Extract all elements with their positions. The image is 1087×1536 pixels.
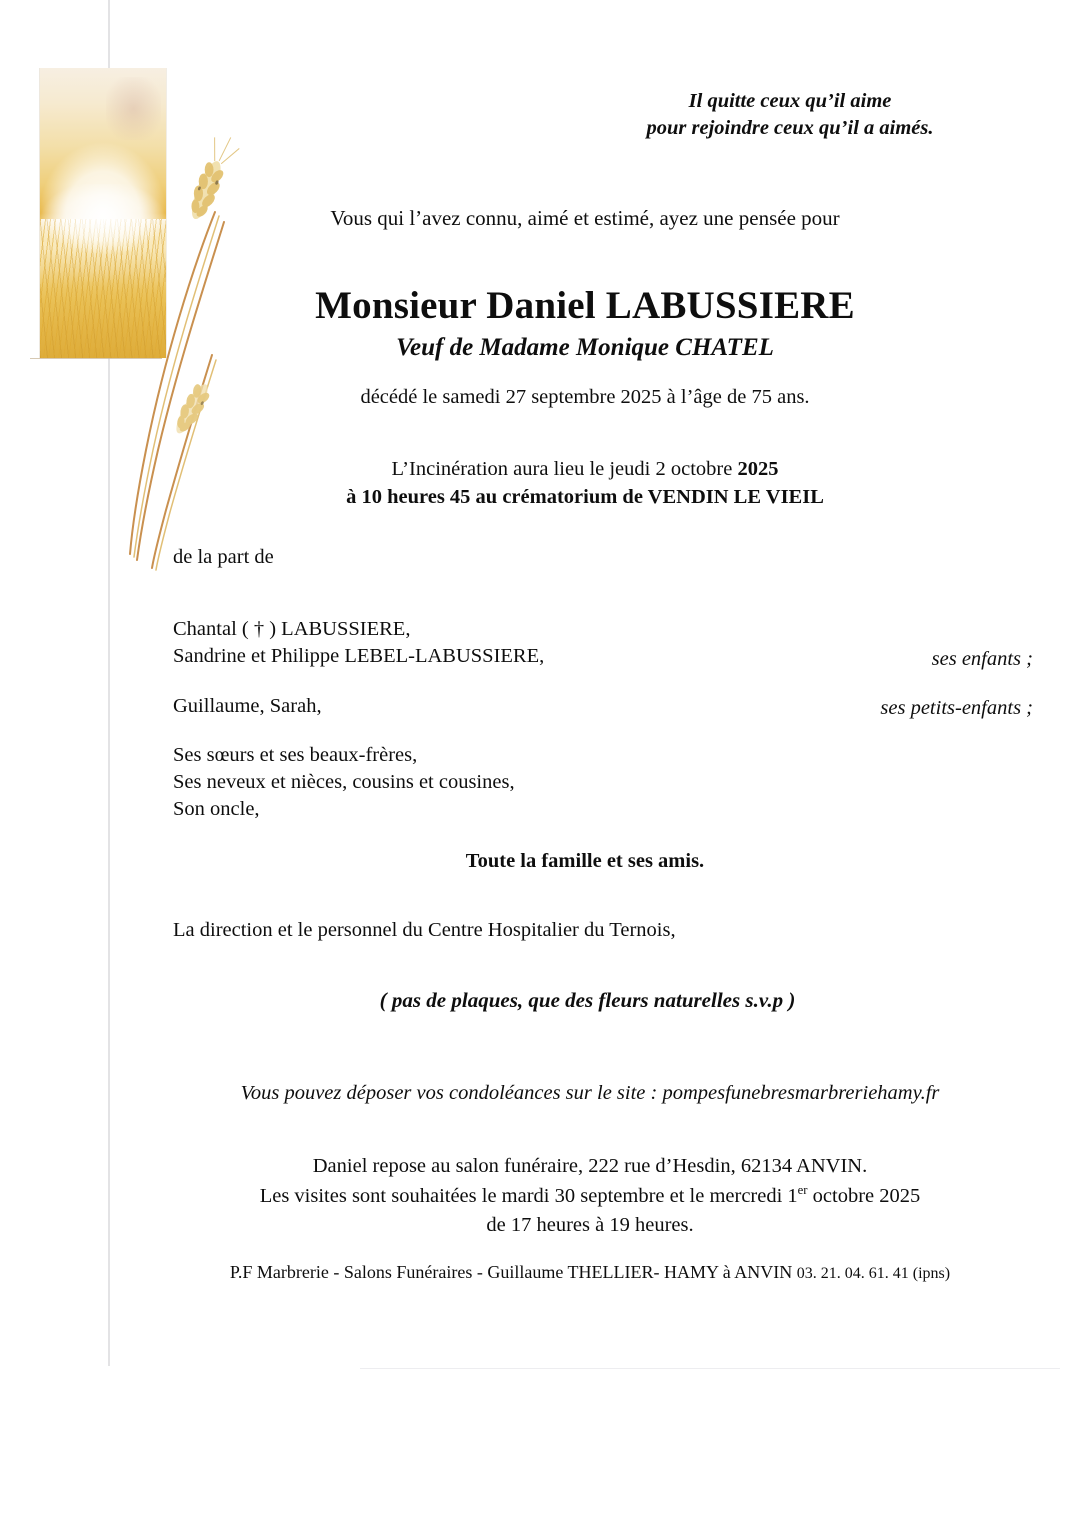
artwork-edge-left <box>39 68 40 358</box>
visits-line-2-before: Les visites sont souhaitées le mardi 30 septembre et le mercredi 1 <box>259 1184 798 1207</box>
scan-artifact-line <box>360 1368 1060 1369</box>
cloud-smudge <box>106 77 161 141</box>
all-family-line: Toute la famille et ses amis. <box>465 850 705 872</box>
deceased-name: Monsieur Daniel LABUSSIERE <box>315 284 855 327</box>
family-member-line: Chantal ( † ) LABUSSIERE, <box>173 618 411 640</box>
visits-line-3: de 17 heures à 19 heures. <box>486 1214 694 1237</box>
family-member-line: Ses neveux et nièces, cousins et cousines, <box>173 771 515 793</box>
family-group <box>173 742 1033 824</box>
death-date-line: décédé le samedi 27 septembre 2025 à l’âge de 75 ans. <box>360 386 810 408</box>
ordinal-suffix: er <box>797 1183 808 1198</box>
visits-line-1: Daniel repose au salon funéraire, 222 rue d’Hesdin, 62134 ANVIN. <box>312 1155 868 1177</box>
ceremony-line-1 <box>190 455 980 483</box>
from-label: de la part de <box>173 546 274 568</box>
family-relation-label: ses petits-enfants ; <box>880 696 1033 719</box>
epitaph-line-1: Il quitte ceux qu’il aime <box>688 90 892 112</box>
epitaph-line-2: pour rejoindre ceux qu’il a aimés. <box>646 117 934 140</box>
lead-text: Vous qui l’avez connu, aimé et estimé, ayez une pensée pour <box>330 206 840 230</box>
ceremony-year: 2025 <box>737 458 779 480</box>
ceremony-details <box>190 455 980 512</box>
family-member-line: Son oncle, <box>173 798 260 821</box>
condolences-website-line: Vous pouvez déposer vos condoléances sur le site : pompesfunebresmarbreriehamy.fr <box>240 1082 940 1104</box>
family-list <box>173 616 1033 824</box>
family-group <box>173 693 1033 720</box>
footer-phone: 03. 21. 04. 61. 41 (ipns) <box>796 1265 951 1282</box>
family-group <box>173 616 1033 671</box>
ceremony-line-1-regular: L’Incinération aura lieu le jeudi 2 octobre <box>391 458 738 480</box>
family-member-line: Guillaume, Sarah, <box>173 694 322 717</box>
deceased-spouse: Veuf de Madame Monique CHATEL <box>396 334 774 361</box>
flowers-note: ( pas de plaques, que des fleurs naturelles s.v.p ) <box>379 988 796 1012</box>
footer-company: P.F Marbrerie - Salons Funéraires - Guillaume THELLIER- HAMY à ANVIN <box>229 1262 793 1282</box>
family-member-line: Ses sœurs et ses beaux-frères, <box>173 743 418 766</box>
family-member-line: Sandrine et Philippe LEBEL-LABUSSIERE, <box>173 645 545 668</box>
epitaph <box>560 88 1020 142</box>
visits-line-2 <box>150 1181 1030 1211</box>
visits-line-2-after: octobre 2025 <box>807 1184 921 1207</box>
family-relation-label: ses enfants ; <box>931 647 1033 670</box>
ceremony-line-2: à 10 heures 45 au crématorium de VENDIN LE VIEIL <box>346 486 824 509</box>
footer <box>150 1262 1030 1283</box>
hospital-line: La direction et le personnel du Centre Hospitalier du Ternois, <box>173 919 676 941</box>
visiting-details <box>150 1152 1030 1240</box>
